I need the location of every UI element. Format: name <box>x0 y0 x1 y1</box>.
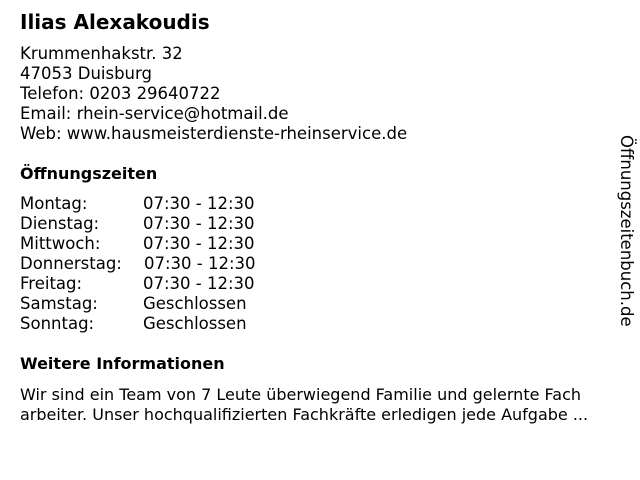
hours-value: 07:30 - 12:30 <box>144 254 256 273</box>
day-label: Freitag: <box>20 274 83 293</box>
day-label: Donnerstag: <box>20 254 122 273</box>
hours-value: 07:30 - 12:30 <box>143 194 255 213</box>
brand-watermark: Öffnungszeitenbuch.de <box>617 135 636 327</box>
contact-block <box>20 44 407 144</box>
website-address: Web: www.hausmeisterdienste-rheinservice.de <box>20 124 408 143</box>
email-address: Email: rhein-service@hotmail.de <box>20 104 289 123</box>
info-line-1: Wir sind ein Team von 7 Leute überwiegend Familie und gelernte Fach <box>20 385 581 404</box>
hours-value: 07:30 - 12:30 <box>143 234 255 253</box>
day-label: Montag: <box>20 194 88 213</box>
hours-value: Geschlossen <box>143 314 247 333</box>
info-description <box>20 385 640 425</box>
info-heading: Weitere Informationen <box>20 354 225 373</box>
hours-value: 07:30 - 12:30 <box>143 214 255 233</box>
hours-value: 07:30 - 12:30 <box>143 274 255 293</box>
phone-number: Telefon: 0203 29640722 <box>20 84 221 103</box>
hours-value: Geschlossen <box>143 294 247 313</box>
day-label: Sonntag: <box>20 314 95 333</box>
city-postal: 47053 Duisburg <box>20 64 152 83</box>
business-name: Ilias Alexakoudis <box>20 10 210 34</box>
day-label: Samstag: <box>20 294 98 313</box>
hours-heading: Öffnungszeiten <box>20 164 158 183</box>
day-label: Mittwoch: <box>20 234 101 253</box>
street-address: Krummenhakstr. 32 <box>20 44 183 63</box>
day-label: Dienstag: <box>20 214 100 233</box>
info-line-2: arbeiter. Unser hochqualifizierten Fachkräfte erledigen jede Aufgabe ... <box>20 405 589 424</box>
